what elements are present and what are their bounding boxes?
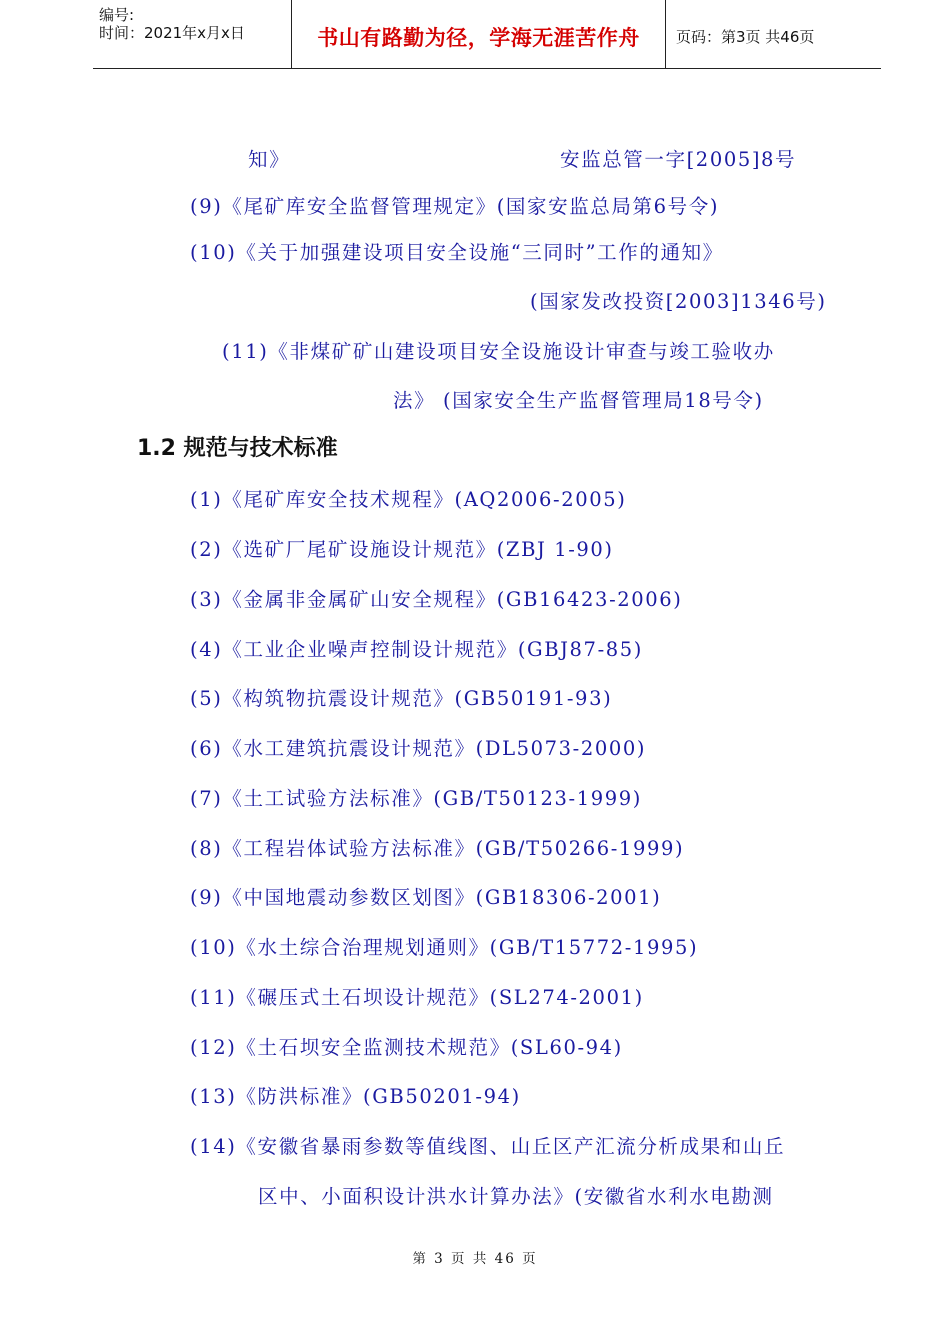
code-label: 编号: bbox=[99, 6, 135, 24]
section-heading: 1.2 规范与技术标准 bbox=[137, 436, 338, 461]
text-line: (9)《尾矿库安全监督管理规定》(国家安监总局第6号令) bbox=[190, 195, 720, 218]
time-label: 时间：2021年x月x日 bbox=[99, 24, 245, 42]
text-line: 安监总管一字[2005]8号 bbox=[560, 148, 797, 171]
list-item: (5)《构筑物抗震设计规范》(GB50191-93) bbox=[190, 687, 613, 710]
list-item: (2)《选矿厂尾矿设施设计规范》(ZBJ 1-90) bbox=[190, 538, 614, 561]
header-motto-cell bbox=[292, 0, 666, 68]
list-item: 区中、小面积设计洪水计算办法》(安徽省水利水电勘测 bbox=[258, 1185, 774, 1208]
list-item: (13)《防洪标准》(GB50201-94) bbox=[190, 1085, 521, 1108]
text-line: (10)《关于加强建设项目安全设施“三同时”工作的通知》 bbox=[190, 241, 724, 264]
list-item: (7)《土工试验方法标准》(GB/T50123-1999) bbox=[190, 787, 642, 810]
text-line: (11)《非煤矿矿山建设项目安全设施设计审查与竣工验收办 bbox=[222, 340, 775, 363]
list-item: (9)《中国地震动参数区划图》(GB18306-2001) bbox=[190, 886, 662, 909]
list-item: (3)《金属非金属矿山安全规程》(GB16423-2006) bbox=[190, 588, 683, 611]
list-item: (8)《工程岩体试验方法标准》(GB/T50266-1999) bbox=[190, 837, 685, 860]
header-page-cell bbox=[666, 0, 881, 68]
list-item: (6)《水工建筑抗震设计规范》(DL5073-2000) bbox=[190, 737, 647, 760]
list-item: (11)《碾压式土石坝设计规范》(SL274-2001) bbox=[190, 986, 644, 1009]
page-info: 页码：第3页 共46页 bbox=[676, 28, 815, 46]
list-item: (10)《水土综合治理规划通则》(GB/T15772-1995) bbox=[190, 936, 699, 959]
header-meta-cell bbox=[93, 0, 292, 68]
list-item: (12)《土石坝安全监测技术规范》(SL60-94) bbox=[190, 1036, 623, 1059]
text-line: 法》 (国家安全生产监督管理局18号令) bbox=[393, 389, 764, 412]
page-header bbox=[93, 0, 881, 69]
list-item: (1)《尾矿库安全技术规程》(AQ2006-2005) bbox=[190, 488, 627, 511]
list-item: (14)《安徽省暴雨参数等值线图、山丘区产汇流分析成果和山丘 bbox=[190, 1135, 786, 1158]
list-item: (4)《工业企业噪声控制设计规范》(GBJ87-85) bbox=[190, 638, 643, 661]
text-line: 知》 bbox=[248, 148, 291, 171]
text-line: (国家发改投资[2003]1346号) bbox=[530, 290, 827, 313]
motto: 书山有路勤为径，学海无涯苦作舟 bbox=[317, 26, 640, 50]
page-footer: 第 3 页 共 46 页 bbox=[412, 1251, 538, 1267]
